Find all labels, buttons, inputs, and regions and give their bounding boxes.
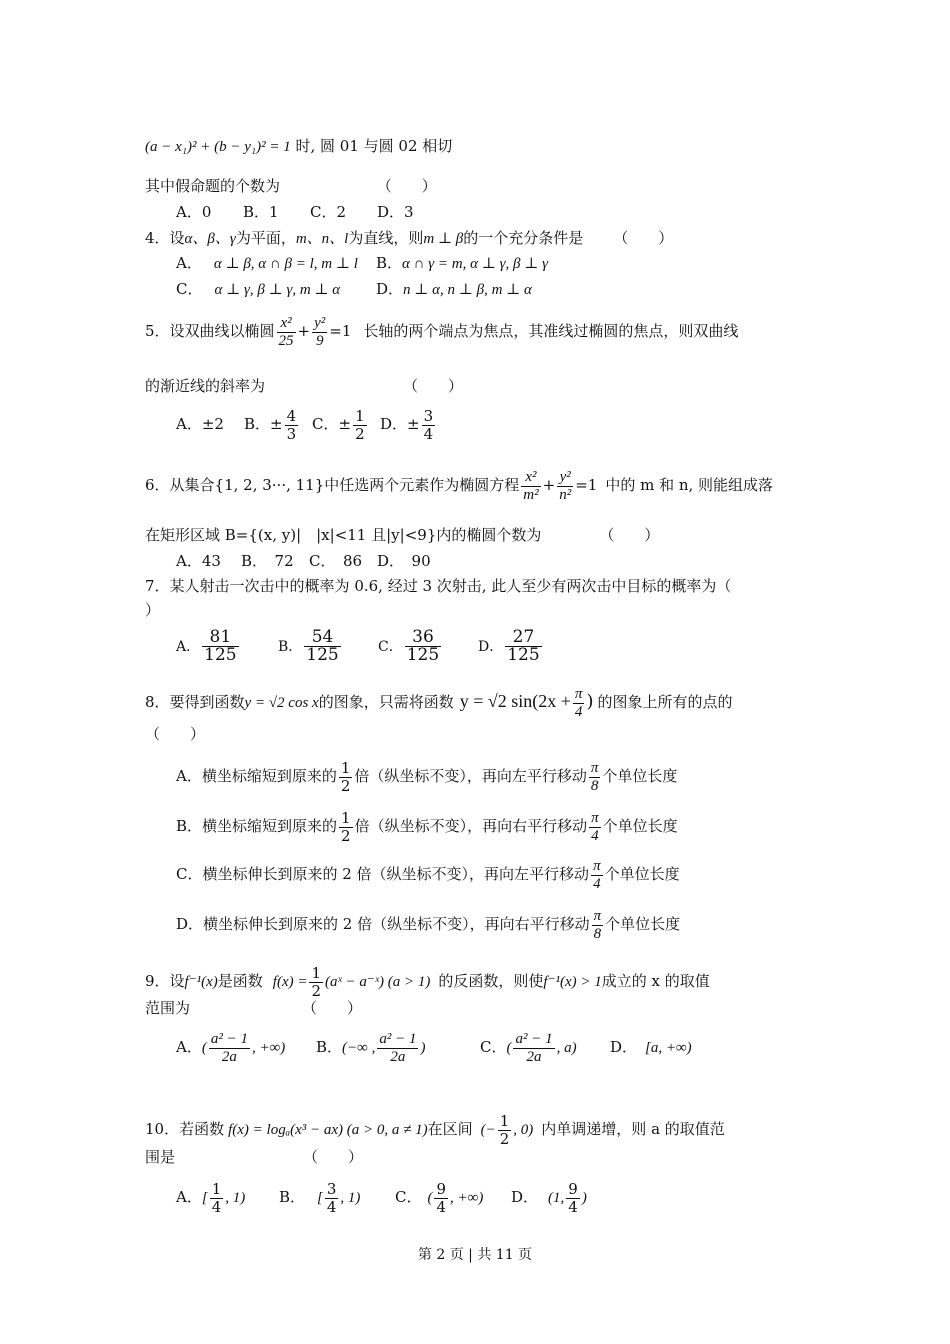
q4-option-a-label: A．: [176, 254, 202, 272]
q10-option-d: [511, 1174, 587, 1221]
q6-ellipse-x-den: m²: [523, 486, 539, 503]
q8-option-d-part1: D．横坐标伸长到原来的 2 倍（纵坐标不变），再向右平行移动: [176, 915, 590, 933]
q8-option-c: [176, 852, 680, 896]
q10-interval-left: (−: [480, 1122, 496, 1138]
q8-option-b-pi-num: π: [591, 809, 599, 826]
q9-function-head: f(x) =: [272, 974, 308, 990]
q4-option-b-label: B．: [376, 254, 403, 272]
q3-condition: [145, 136, 452, 157]
q7-option-d-num: 27: [505, 629, 541, 647]
q9-options: [176, 1024, 692, 1070]
q8-option-c-part1: C．横坐标伸长到原来的 2 倍（纵坐标不变），再向左平行移动: [176, 865, 590, 883]
q4-option-c-text: α ⊥ γ, β ⊥ γ, m ⊥ α: [214, 282, 341, 298]
q5-option-b-num: 4: [286, 406, 297, 425]
q10-option-c-left: (: [427, 1190, 433, 1206]
q10-option-c: [395, 1174, 511, 1221]
q10-paren: （ ）: [303, 1148, 364, 1166]
q6-paren: （ ）: [599, 526, 660, 544]
q7-option-d: [478, 624, 544, 669]
q7-option-b-frac: [304, 629, 340, 664]
q5-option-c-sign: ±: [338, 415, 352, 433]
q6-ellipse-eq: =1: [575, 476, 598, 494]
q5-ellipse-y-den: 9: [315, 332, 324, 349]
q5-option-d-sign: ±: [407, 415, 420, 433]
q5-line2-text: 的渐近线的斜率为: [145, 377, 266, 395]
q5-option-d-frac: [422, 408, 436, 443]
q9-option-c-den: 2a: [526, 1048, 542, 1065]
q10-prefix: 10．若函数: [145, 1120, 225, 1138]
q5-paren: （ ）: [403, 377, 464, 395]
q8-option-b-num: 1: [341, 808, 351, 827]
q8-option-b: [176, 804, 678, 848]
q9-option-d: [610, 1024, 692, 1071]
q9-option-b-label: B．: [316, 1038, 343, 1056]
q7-option-d-label: D．: [478, 639, 504, 655]
q5-option-d: [380, 404, 437, 444]
q6-line2: [145, 525, 659, 545]
q8-function-2-head: y = √2 sin(2x +: [459, 691, 571, 711]
q7-option-a-den: 125: [204, 645, 237, 665]
q9-option-a: [176, 1024, 316, 1071]
q5-option-b-label: B．: [244, 415, 271, 433]
q9-inverse: f⁻¹(x): [184, 974, 218, 990]
q8-option-b-pi-frac: [589, 810, 601, 845]
q6-ellipse-x-num: x²: [521, 469, 540, 487]
q5-ellipse-y-num: y²: [314, 314, 326, 331]
q9-half-frac: [309, 965, 323, 1000]
q10-line2: [145, 1147, 363, 1167]
q8-option-b-part1: B．横坐标缩短到原来的: [176, 817, 338, 835]
q4-planes: α、β、γ: [184, 231, 236, 247]
q3-paren: （ ）: [376, 177, 437, 195]
q8-option-a-frac: [339, 760, 353, 795]
q8-function-2-num: π: [574, 685, 583, 702]
q10-option-a-den: 4: [211, 1197, 222, 1216]
q10-option-d-num: 9: [568, 1179, 578, 1198]
q3-option-a: A．0: [176, 203, 212, 221]
q7-option-c-label: C．: [378, 639, 403, 655]
q8-option-b-pi-den: 4: [591, 827, 599, 844]
q9-half-den: 2: [311, 981, 322, 1000]
q7-option-a-label: A．: [176, 639, 201, 655]
q9-line2-text: 范围为: [145, 999, 191, 1017]
q10-option-a-right: , 1): [225, 1190, 246, 1206]
q7-line2: ）: [145, 601, 161, 619]
q4-relation: m ⊥ β: [423, 231, 464, 247]
q9-option-a-left: (: [201, 1040, 207, 1056]
q10-option-a-left: [: [201, 1190, 208, 1206]
q8-option-c-pi-frac: [591, 858, 603, 893]
q8-option-b-part2: 倍（纵坐标不变），再向右平行移动: [354, 817, 588, 835]
q7-option-b-num: 54: [304, 629, 340, 647]
q6-ellipse-y-frac: [557, 469, 573, 504]
q10-mid: 在区间: [427, 1120, 473, 1138]
q8-option-a-pi-frac: [589, 760, 601, 795]
q10-option-b-label: B．: [279, 1188, 306, 1206]
q7-option-a-frac: [202, 629, 238, 664]
q4-option-a-text: α ⊥ β, α ∩ β = l, m ⊥ l: [213, 256, 358, 272]
q10-interval-num: 1: [499, 1111, 510, 1130]
page-footer: 第 2 页 | 共 11 页: [417, 1247, 533, 1263]
q9-option-c-right: , a): [556, 1040, 577, 1056]
q9-option-a-num: a² − 1: [210, 1030, 248, 1047]
q7-option-b: [278, 624, 378, 669]
q3-condition-tail: 时, 圆 01 与圆 02 相切: [295, 137, 453, 155]
q7-option-c-num: 36: [405, 629, 441, 647]
q6-stem: 6．从集合{1, 2, 3···, 11}中任选两个元素作为椭圆方程 $\frac{\text{x²}}{\text{m²}}$ + $\frac{\text{y²}}{\text{n²}}$ =1 中的 m 和 n, 则能组成落: [145, 468, 774, 503]
q9-option-d-label: D．: [610, 1038, 638, 1056]
q10-option-b-left: [: [317, 1190, 323, 1206]
q4-prefix: 4．设: [145, 229, 185, 247]
q9-mid2: 的反函数，则使: [438, 972, 544, 990]
q10-option-d-left: (1,: [548, 1190, 565, 1206]
q9-option-b: [316, 1024, 480, 1071]
q9-option-d-value: [a, +∞): [645, 1040, 692, 1056]
q4-option-d-label: D．: [376, 280, 404, 298]
q4-option-c: [176, 279, 376, 300]
q4-option-d-text: n ⊥ α, n ⊥ β, m ⊥ α: [403, 282, 532, 298]
q9-option-a-label: A．: [176, 1038, 202, 1056]
q9-option-b-right: ): [420, 1040, 426, 1056]
q10-option-c-label: C．: [395, 1188, 422, 1206]
q9-option-b-den: 2a: [390, 1048, 406, 1065]
q9-option-c-frac: [513, 1031, 554, 1066]
q8-option-b-frac: [339, 810, 353, 845]
q10-option-d-frac: [566, 1181, 580, 1216]
q5-option-b: [244, 404, 312, 444]
q8-function-2-frac: [573, 686, 585, 721]
q5-option-c-label: C．: [312, 415, 339, 433]
q8-tail: 的图象上所有的点的: [597, 693, 733, 711]
q5-options: [176, 404, 437, 444]
q9-option-c-left: (: [506, 1040, 512, 1056]
q10-option-b-right: , 1): [340, 1190, 361, 1206]
q10-option-c-frac: [434, 1181, 448, 1216]
q9-option-c-num: a² − 1: [515, 1030, 553, 1047]
q7-options: [176, 624, 544, 668]
q9-option-b-frac: [377, 1031, 418, 1066]
q8-option-b-den: 2: [341, 826, 351, 845]
q6-options: [176, 551, 431, 571]
q5-option-a-label: A．: [176, 415, 202, 433]
q7-option-c: [378, 624, 478, 669]
q8-function-2-den: 4: [574, 703, 583, 720]
q4-option-b-text: α ∩ γ = m, α ⊥ γ, β ⊥ γ: [402, 256, 548, 272]
q7-line1: 7．某人射击一次击中的概率为 0.6, 经过 3 次射击, 此人至少有两次击中目标的概率为（: [145, 577, 732, 595]
q4-option-b: [376, 253, 548, 274]
q8-option-c-part3: 个单位长度: [604, 865, 680, 883]
q10-option-c-right: , +∞): [450, 1190, 484, 1206]
q10-option-d-label: D．: [511, 1188, 539, 1206]
q10-interval-right: , 0): [513, 1122, 534, 1138]
q4-mid2: 为直线，则: [348, 229, 424, 247]
q4-tail: 的一个充分条件是: [463, 229, 584, 247]
q10-line2-text: 围是: [145, 1148, 176, 1166]
q6-tail: 中的 m 和 n, 则能组成落: [605, 476, 774, 494]
q10-interval-frac: [498, 1113, 512, 1148]
q8-option-d-pi-frac: [592, 908, 604, 943]
q9-tail: 成立的 x 的取值: [601, 972, 710, 990]
q8-option-a-part1: A．横坐标缩短到原来的: [176, 767, 337, 785]
q7-option-b-den: 125: [306, 645, 339, 665]
q10-options: [176, 1174, 587, 1220]
q9-line2: [145, 998, 362, 1018]
q3-options: [176, 202, 414, 222]
q8-option-d-pi-num: π: [593, 907, 602, 924]
q6-option-a: A．43: [176, 552, 221, 570]
q7-option-c-den: 125: [406, 645, 440, 665]
q4-option-a: [176, 253, 376, 274]
q5-tail: 长轴的两个端点为焦点，其准线过椭圆的焦点，则双曲线: [363, 322, 739, 340]
q3-option-b: B．1: [243, 203, 279, 221]
q8-option-a-part2: 倍（纵坐标不变），再向左平行移动: [354, 767, 587, 785]
q10-option-a-num: 1: [211, 1179, 222, 1198]
q9-option-a-right: , +∞): [251, 1040, 286, 1056]
q8-option-a-num: 1: [340, 758, 351, 777]
q6-ellipse-y-num: y²: [557, 469, 573, 487]
q9-option-b-num: a² − 1: [379, 1030, 417, 1047]
q7-option-d-frac: [505, 629, 541, 664]
q5-stem: 5．设双曲线以椭圆 $\frac{\text{x²}}{25}$ + $\frac{\text{y²}}{9}$ =1 长轴的两个端点为焦点，其准线过椭圆的焦点，则双曲线: [145, 314, 739, 349]
q8-option-a-part3: 个单位长度: [602, 767, 678, 785]
q5-option-d-den: 4: [423, 424, 434, 443]
q10-function: f(x) = logₐ(x³ − ax) (a > 0, a ≠ 1): [228, 1122, 428, 1138]
q3-option-c: C．2: [310, 203, 347, 221]
q6-option-b: B． 72: [241, 552, 294, 570]
q10-option-b-frac: [325, 1181, 339, 1216]
q4-options-row1: [176, 253, 548, 274]
q4-stem: [145, 228, 673, 249]
q8-option-a-pi-den: 8: [590, 777, 599, 794]
q5-option-b-frac: [285, 408, 299, 443]
q9-paren: （ ）: [302, 999, 363, 1017]
q5-option-b-sign: ±: [270, 415, 283, 433]
q6-ellipse-y-den: n²: [559, 486, 572, 503]
q7-option-a: [176, 624, 278, 669]
q7-option-d-den: 125: [507, 645, 540, 665]
q9-option-c-label: C．: [480, 1038, 507, 1056]
q8-option-c-pi-num: π: [593, 857, 601, 874]
q10-option-c-den: 4: [436, 1197, 447, 1216]
q8-option-d-part3: 个单位长度: [605, 915, 681, 933]
q6-option-c: C． 86: [309, 552, 363, 570]
q8-function-2-tail: ): [586, 691, 594, 712]
q3-condition-formula: (a − x₁)² + (b − y₁)² = 1: [145, 139, 291, 155]
q7-option-a-num: 81: [202, 629, 238, 647]
q10-option-a-frac: [210, 1181, 224, 1216]
q9-condition: f⁻¹(x) > 1: [543, 974, 602, 990]
q5-option-a: [176, 404, 244, 444]
q4-option-d: [376, 279, 532, 300]
q7-option-c-frac: [405, 629, 441, 664]
q3-stem: [145, 176, 437, 196]
q4-lines: m、n、l: [295, 231, 349, 247]
q8-option-a-den: 2: [340, 776, 351, 795]
q5-option-c-frac: [353, 408, 367, 443]
q5-option-a-value: ±2: [201, 415, 224, 433]
q9-mid1: 是函数: [217, 972, 263, 990]
q9-option-c: [480, 1024, 610, 1071]
q8-option-d: [176, 902, 680, 946]
q8-option-a-pi-num: π: [590, 759, 599, 776]
q5-ellipse-x-den: 25: [278, 332, 294, 349]
q9-prefix: 9．设: [145, 972, 185, 990]
q6-ellipse-x-frac: [521, 469, 540, 504]
q9-option-b-left: (−∞ ,: [342, 1040, 376, 1056]
q10-option-c-num: 9: [436, 1179, 447, 1198]
q5-option-c-num: 1: [355, 406, 365, 425]
q8-stem: [145, 676, 732, 726]
q10-option-d-den: 4: [568, 1197, 578, 1216]
q9-function-tail: (aˣ − a⁻ˣ) (a > 1): [325, 974, 431, 990]
q8-paren: （ ）: [145, 725, 206, 743]
q10-interval-den: 2: [499, 1129, 510, 1148]
q5-ellipse-x-num: x²: [277, 315, 296, 333]
q7-option-b-label: B．: [278, 639, 303, 655]
q10-option-b-den: 4: [326, 1197, 337, 1216]
q3-option-d: D．3: [377, 203, 414, 221]
q6-option-d: D． 90: [377, 552, 431, 570]
q6-line2-text: 在矩形区域 B={(x, y)| |x|<11 且|y|<9}内的椭圆个数为: [145, 526, 542, 544]
q9-half-num: 1: [311, 963, 322, 982]
q5-option-b-den: 3: [286, 424, 297, 443]
q5-ellipse-x-frac: [277, 315, 296, 350]
q8-function-1: y = √2 cos x: [244, 695, 319, 711]
q6-prefix: 6．从集合{1, 2, 3···, 11}中任选两个元素作为椭圆方程: [145, 476, 520, 494]
q5-line2: [145, 376, 463, 396]
q8-option-b-part3: 个单位长度: [602, 817, 678, 835]
q5-option-c-den: 2: [355, 424, 365, 443]
q10-option-a: [176, 1174, 279, 1221]
q5-option-d-num: 3: [423, 406, 434, 425]
q3-stem-text: 其中假命题的个数为: [145, 177, 281, 195]
q8-option-c-pi-den: 4: [593, 875, 601, 892]
q4-paren: （ ）: [613, 229, 674, 247]
q10-option-a-label: A．: [176, 1188, 202, 1206]
q9-option-a-frac: [209, 1031, 250, 1066]
q10-tail: 内单调递增，则 a 的取值范: [541, 1120, 725, 1138]
q10-option-d-right: ): [581, 1190, 587, 1206]
q10-option-b: [279, 1174, 395, 1221]
q5-ellipse-y-frac: [312, 315, 327, 350]
q10-option-b-num: 3: [326, 1179, 337, 1198]
q4-option-c-label: C．: [176, 280, 203, 298]
q8-option-a: [176, 754, 677, 798]
q5-prefix: 5．设双曲线以椭圆: [145, 322, 275, 340]
q8-mid: 的图象，只需将函数: [318, 693, 454, 711]
q8-option-d-pi-den: 8: [593, 925, 602, 942]
q5-option-c: [312, 404, 380, 444]
q8-prefix: 8．要得到函数: [145, 693, 245, 711]
q4-mid1: 为平面，: [235, 229, 296, 247]
q9-option-a-den: 2a: [221, 1048, 237, 1065]
q5-option-d-label: D．: [380, 415, 408, 433]
q5-ellipse-eq: =1: [329, 322, 352, 340]
q4-options-row2: [176, 279, 532, 300]
